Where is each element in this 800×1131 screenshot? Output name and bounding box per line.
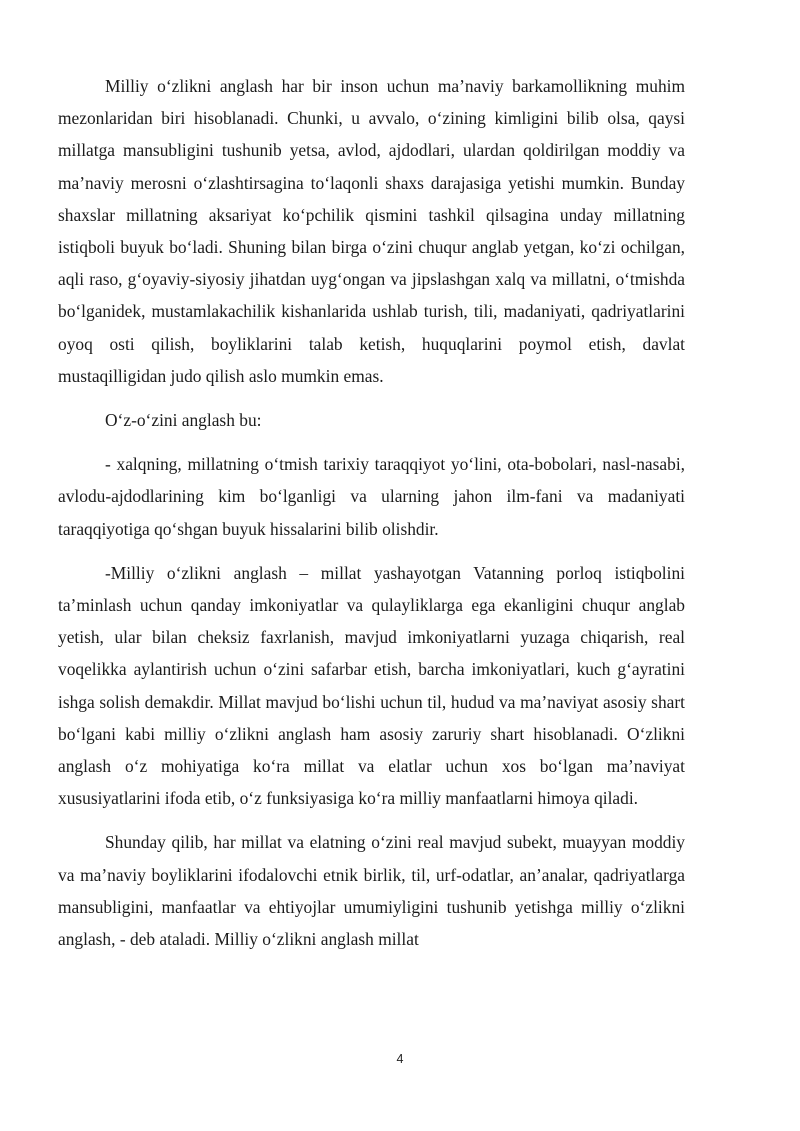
paragraph-spacer: [58, 436, 685, 448]
document-page: [58, 70, 685, 955]
paragraph-self-awareness-heading: O‘z-o‘zini anglash bu:: [105, 410, 262, 431]
page-number: 4: [396, 1052, 404, 1066]
paragraph-spacer: [58, 814, 685, 826]
paragraph-national-identity-definition: -Milliy o‘zlikni anglash – millat yashayotgan Vatanning porloq istiqbolini ta’minlash uchun qanday imkoniyatlar va qulayliklarga ega ekanligini chuqur anglab yetish, ular bilan cheksiz faxrlanish, mavjud imkoniyatlarni yuzaga chiqarish, real voqelikka aylantirish uchun o‘zini safarbar etish, barcha imkoniyatlari, kuch g‘ayratini ishga solish demakdir. Millat mavjud bo‘lishi uchun til, hudud va ma’naviyat asosiy shart bo‘lgani kabi milliy o‘zlikni anglash ham asosiy zaruriy shart hisoblanadi. O‘zlikni anglash o‘z mohiyatiga ko‘ra millat va elatlar uchun xos bo‘lgan ma’naviyat xususiyatlarini ifoda etib, o‘z funksiyasiga ko‘ra milliy manfaatlarni himoya qiladi.: [58, 562, 685, 809]
paragraph-conclusion: Shunday qilib, har millat va elatning o‘zini real mavjud subekt, muayyan moddiy va ma’naviy boyliklarini ifodalovchi etnik birlik, til, urf-odatlar, an’analar, qadriyatlarga mansubligini, manfaatlar va ehtiyojlar umumiyligini tushunib yetishga milliy o‘zlikni anglash, - deb ataladi. Milliy o‘zlikni anglash millat: [58, 832, 685, 950]
paragraph-spacer: [58, 545, 685, 557]
paragraph-national-identity-importance: Milliy o‘zlikni anglash har bir inson uchun ma’naviy barkamollikning muhim mezonlaridan biri hisoblanadi. Chunki, u avvalo, o‘zining kimligini bilib olsa, qaysi millatga mansubligini tushunib yetsa, avlod, ajdodlari, ulardan qoldirilgan moddiy va ma’naviy merosni o‘zlashtirsagina to‘laqonli shaxs darajasiga yetishi mumkin. Bunday shaxslar millatning aksariyat ko‘pchilik qismini tashkil qilsagina unday millatning istiqboli buyuk bo‘ladi. Shuning bilan birga o‘zini chuqur anglab yetgan, ko‘zi ochilgan, aqli raso, g‘oyaviy-siyosiy jihatdan uyg‘ongan va jipslashgan xalq va millatni, o‘tmishda bo‘lganidek, mustamlakachilik kishanlarida ushlab turish, tili, madaniyati, qadriyatlarini oyoq osti qilish, boyliklarini talab ketish, huquqlarini poymol etish, davlat mustaqilligidan judo qilish aslo mumkin emas.: [58, 76, 685, 386]
paragraph-self-awareness-history: - xalqning, millatning o‘tmish tarixiy taraqqiyot yo‘lini, ota-bobolari, nasl-nasabi, avlodu-ajdodlarining kim bo‘lganligi va ularning jahon ilm-fani va madaniyati taraqqiyotiga qo‘shgan buyuk hissalarini bilib olishdir.: [58, 454, 685, 539]
paragraph-spacer: [58, 392, 685, 404]
